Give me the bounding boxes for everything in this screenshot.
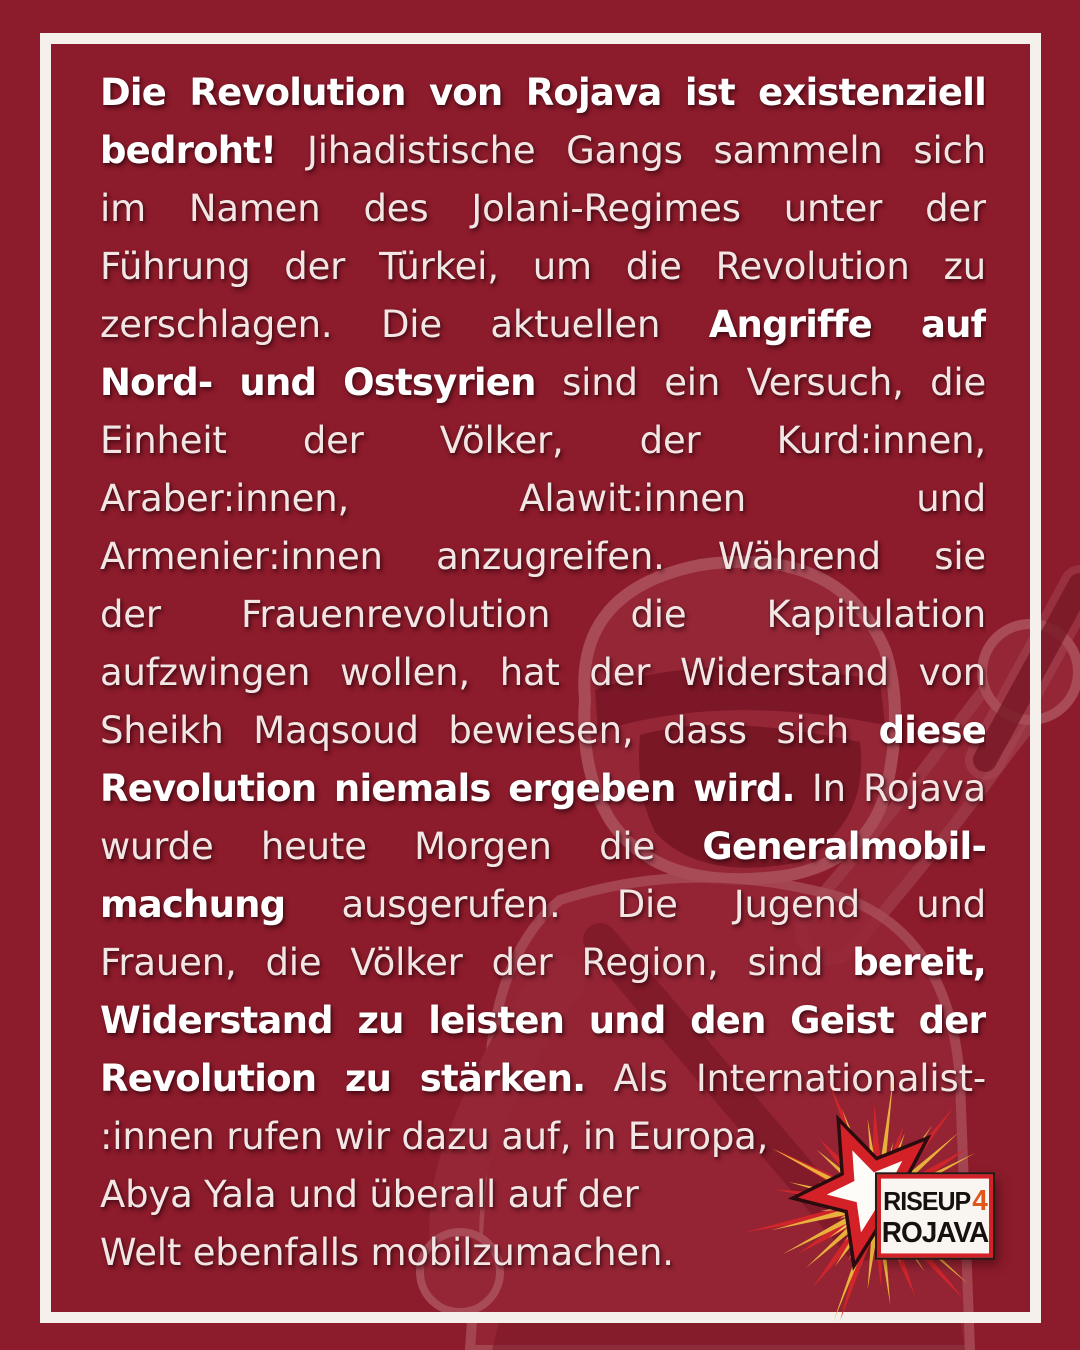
text-segment: Als Internationalist- (585, 1057, 986, 1100)
logo-text-riseup4 (883, 1185, 987, 1214)
text-line (100, 934, 986, 992)
text-line (100, 122, 986, 180)
text-line (100, 586, 986, 644)
text-segment-bold: bereit, (852, 941, 986, 984)
text-line (100, 818, 986, 876)
text-segment: sind ein Versuch, die (535, 361, 986, 404)
text-segment-bold: machung (100, 883, 286, 926)
text-segment: Abya Yala und überall auf der (100, 1173, 639, 1216)
text-line (100, 180, 986, 238)
logo-text-rojava: ROJAVA (881, 1215, 989, 1248)
text-segment: Araber:innen, Alawit:innen und (100, 477, 986, 520)
text-segment-bold: Generalmobil- (702, 825, 986, 868)
text-segment-bold: Angriffe auf (708, 303, 986, 346)
text-segment-bold: Widerstand zu leisten und den Geist der (100, 999, 986, 1042)
text-line (100, 470, 986, 528)
text-line (100, 760, 986, 818)
text-segment: Einheit der Völker, der Kurd:innen, (100, 419, 986, 462)
text-line (100, 702, 986, 760)
riseup4rojava-logo (770, 1080, 1020, 1340)
text-segment: im Namen des Jolani-Regimes unter der (100, 187, 986, 230)
text-segment-bold: bedroht! (100, 129, 277, 172)
text-segment: :innen rufen wir dazu auf, in Europa, (100, 1115, 769, 1158)
text-line (100, 354, 986, 412)
text-segment: wurde heute Morgen die (100, 825, 703, 868)
text-line (100, 64, 986, 122)
text-line (100, 296, 986, 354)
text-segment-bold: Nord- und Ostsyrien (100, 361, 536, 404)
text-segment: Armenier:innen anzugreifen. Während sie (100, 535, 986, 578)
text-line (100, 644, 986, 702)
logo-label (877, 1174, 993, 1257)
text-segment-bold: Die Revolution von Rojava ist existenziell (100, 71, 986, 114)
text-segment-bold: diese (878, 709, 986, 752)
text-segment: Sheikh Maqsoud bewiesen, dass sich (100, 709, 879, 752)
text-segment: Führung der Türkei, um die Revolution zu (100, 245, 986, 288)
text-segment: ausgerufen. Die Jugend und (285, 883, 986, 926)
logo-text-4: 4 (972, 1183, 987, 1216)
text-line (100, 876, 986, 934)
logo-text-riseup: RISEUP (883, 1186, 971, 1216)
text-line (100, 412, 986, 470)
text-line (100, 992, 986, 1050)
text-segment-bold: Revolution zu stärken. (100, 1057, 586, 1100)
text-segment: Jihadistische Gangs sammeln sich (276, 129, 986, 172)
text-segment-bold: Revolution niemals ergeben wird. (100, 767, 795, 810)
text-segment: Frauen, die Völker der Region, sind (100, 941, 853, 984)
text-segment: aufzwingen wollen, hat der Widerstand von (100, 651, 986, 694)
text-line (100, 238, 986, 296)
text-segment: In Rojava (794, 767, 986, 810)
text-segment: zerschlagen. Die aktuellen (100, 303, 709, 346)
text-line (100, 528, 986, 586)
text-segment: der Frauenrevolution die Kapitulation (100, 593, 986, 636)
text-segment: Welt ebenfalls mobilzumachen. (100, 1231, 674, 1274)
